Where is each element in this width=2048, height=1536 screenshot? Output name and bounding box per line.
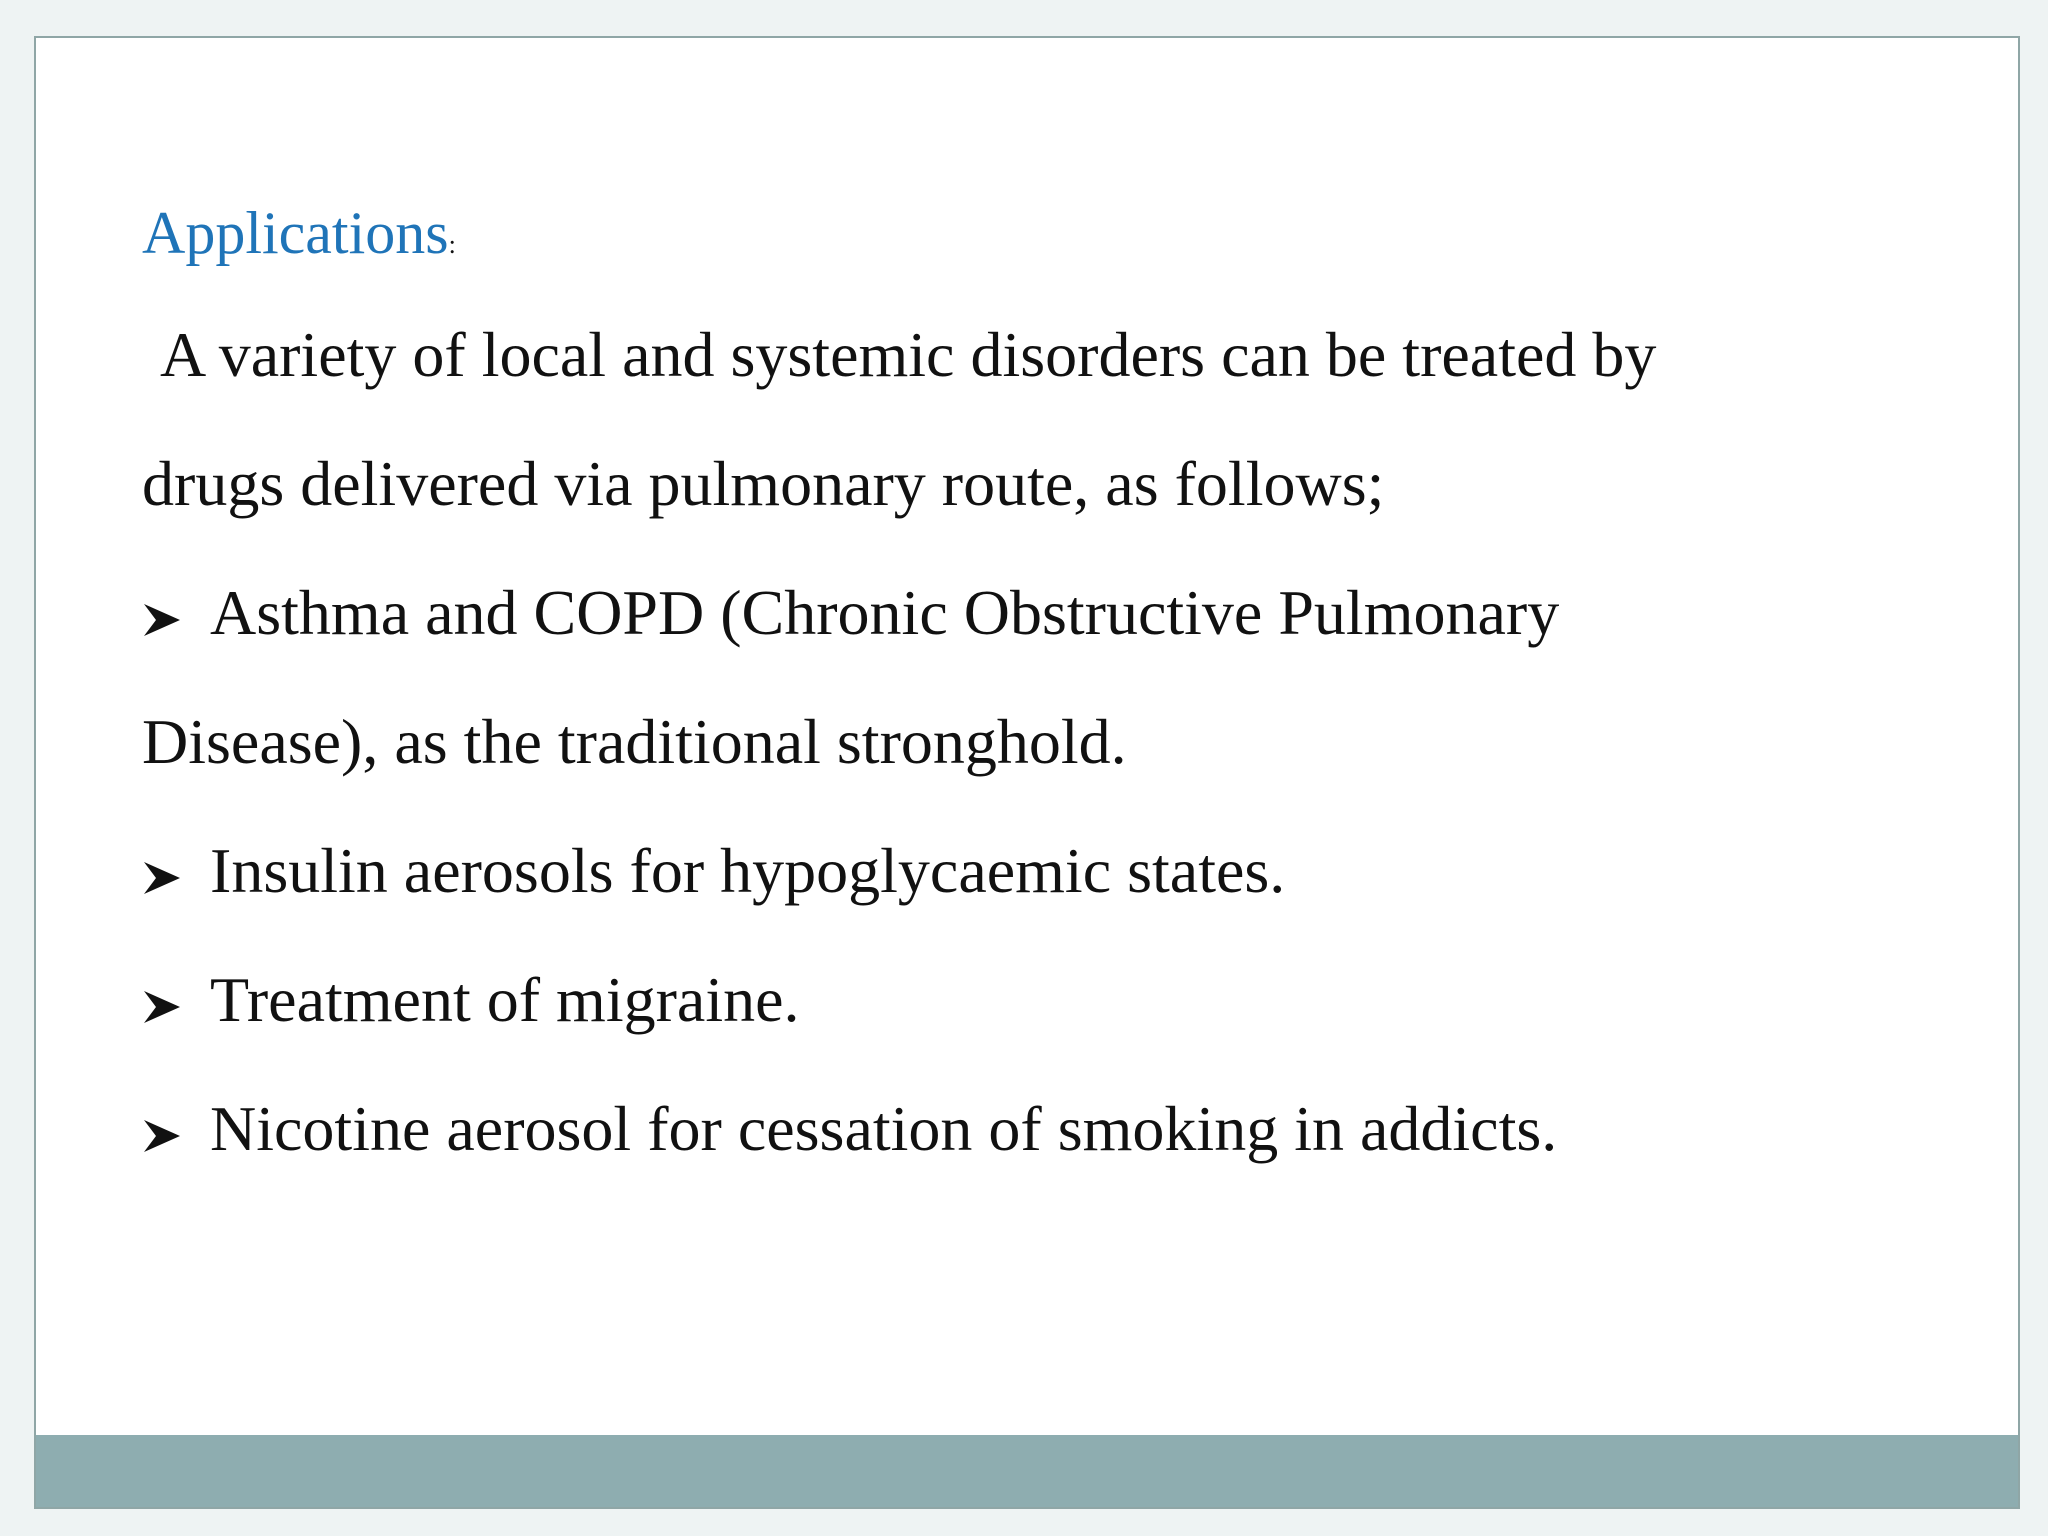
arrow-bullet-icon	[142, 1064, 210, 1193]
arrow-bullet-icon	[142, 806, 210, 935]
arrow-bullet-icon	[142, 548, 210, 677]
intro-line-1: A variety of local and systemic disorders can be treated by	[160, 319, 1657, 390]
bullet-text: Treatment of migraine.	[210, 964, 800, 1035]
bullet-text: Nicotine aerosol for cessation of smoking in addicts.	[210, 1093, 1558, 1164]
bullet-item-migraine	[142, 935, 1982, 1064]
slide-content	[142, 188, 1982, 1193]
heading-colon: :	[448, 230, 456, 259]
arrow-bullet-icon	[142, 935, 210, 1064]
slide-heading	[142, 188, 1982, 290]
bullet-item-nicotine	[142, 1064, 1982, 1193]
bullet-text: Insulin aerosols for hypoglycaemic states.	[210, 835, 1286, 906]
slide	[34, 36, 2020, 1509]
heading-text: Applications	[142, 200, 449, 266]
bullet-item-asthma	[142, 548, 1982, 677]
bullet-continuation: Disease), as the traditional stronghold.	[142, 706, 1127, 777]
intro-line-2: drugs delivered via pulmonary route, as follows;	[142, 448, 1385, 519]
footer-bar	[36, 1435, 2018, 1507]
bullet-text: Asthma and COPD (Chronic Obstructive Pulmonary	[210, 577, 1560, 648]
bullet-item-insulin	[142, 806, 1982, 935]
